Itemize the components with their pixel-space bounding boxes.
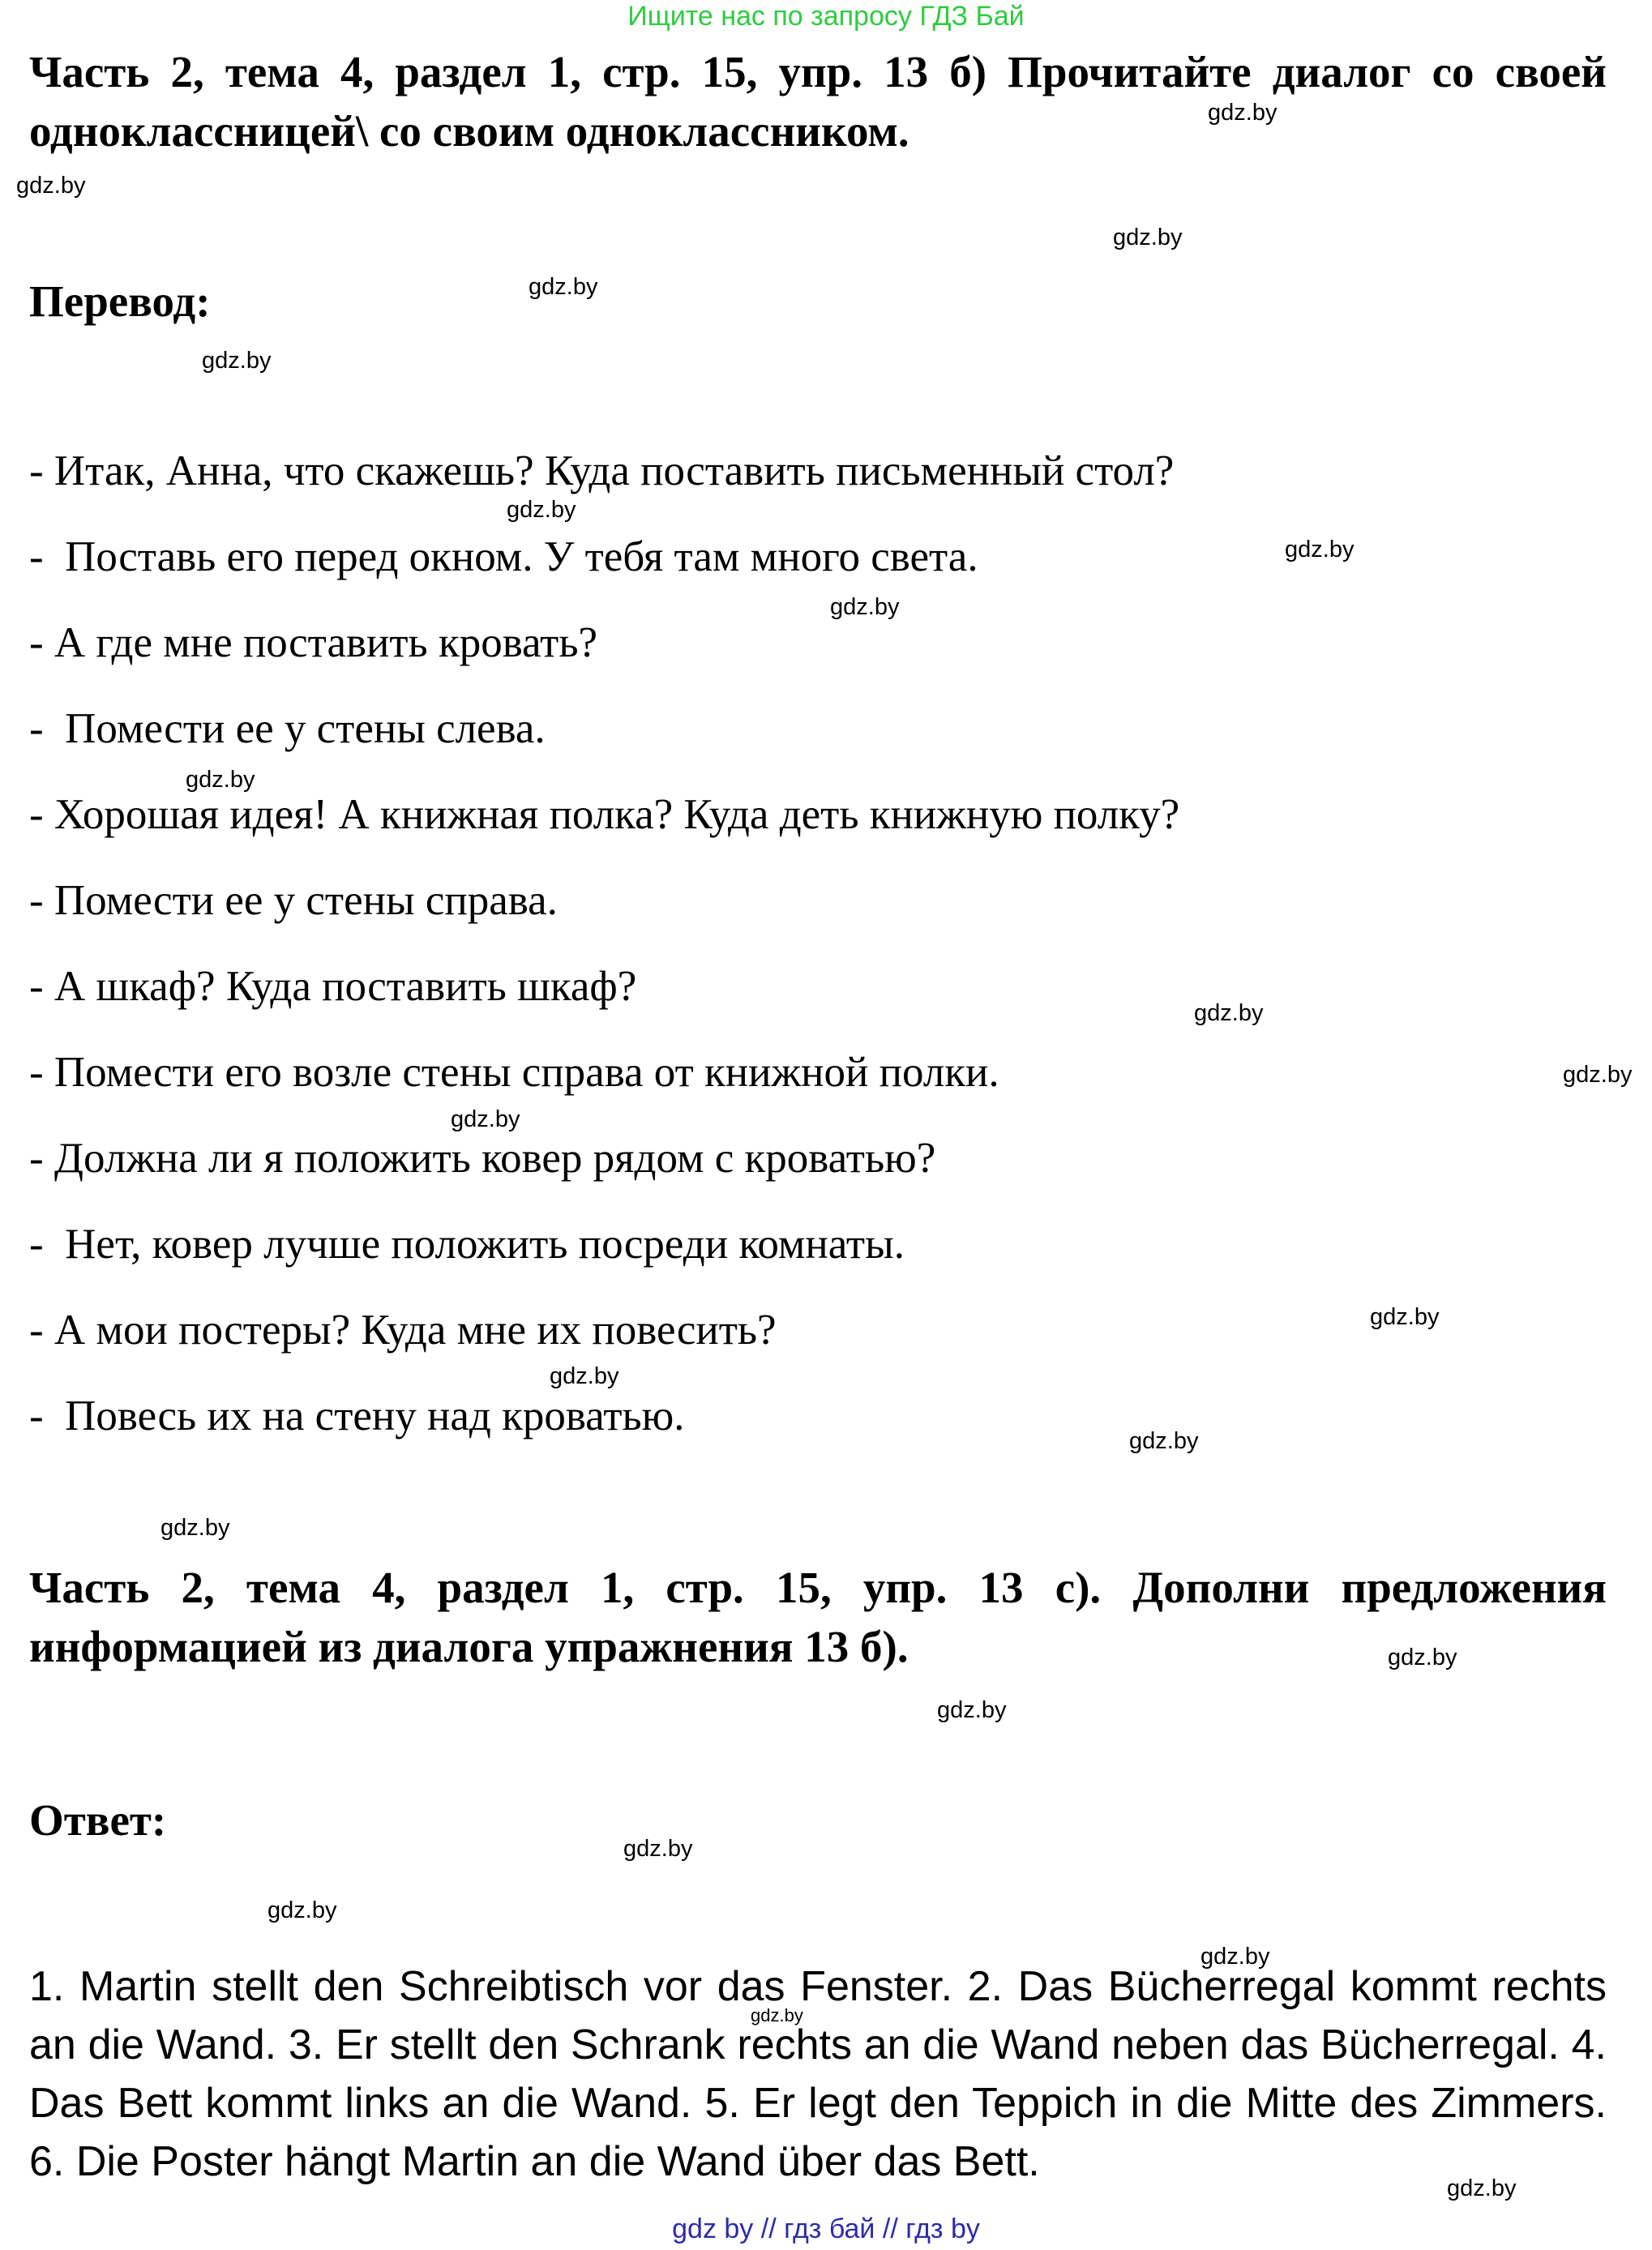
watermark: gdz.by [202, 348, 272, 374]
watermark: gdz.by [1370, 1304, 1440, 1330]
dialogue-line: - Нет, ковер лучше положить посреди комнаты. [29, 1221, 905, 1268]
answer-label: Ответ: [29, 1795, 167, 1845]
watermark: gdz.by [1194, 1000, 1264, 1026]
watermark: gdz.by [550, 1363, 619, 1389]
dialogue-line: - Помести ее у стены слева. [29, 705, 546, 752]
watermark: gdz.by [1129, 1428, 1199, 1454]
dialogue-line: - А где мне поставить кровать? [29, 619, 598, 666]
watermark: gdz.by [451, 1106, 520, 1132]
dialogue-line: - Хорошая идея! А книжная полка? Куда деть книжную полку? [29, 791, 1180, 838]
exercise-heading-13b: Часть 2, тема 4, раздел 1, стр. 15, упр. 13 б) Прочитайте диалог со своей одноклассницей\ со своим одноклассником. [29, 47, 1607, 156]
watermark: gdz.by [160, 1515, 230, 1541]
translation-label: Перевод: [29, 276, 211, 326]
dialogue-line: - Повесь их на стену над кроватью. [29, 1392, 685, 1439]
watermark: gdz.by [1563, 1062, 1633, 1088]
watermark: gdz.by [186, 767, 255, 793]
exercise-heading-13c: Часть 2, тема 4, раздел 1, стр. 15, упр. 13 с). Дополни предложения информацией из диалога упражнения 13 б). [29, 1563, 1607, 1671]
watermark: gdz.by [529, 274, 598, 300]
dialogue-line: - А мои постеры? Куда мне их повесить? [29, 1307, 777, 1354]
watermark: gdz.by [623, 1836, 693, 1862]
watermark: gdz.by [830, 594, 900, 620]
footer-links: gdz by // гдз бай // гдз by [672, 2214, 980, 2244]
watermark: gdz.by [1200, 1944, 1270, 1970]
watermark: gdz.by [1113, 225, 1183, 250]
dialogue-line: - А шкаф? Куда поставить шкаф? [29, 963, 637, 1010]
watermark: gdz.by [1208, 100, 1278, 126]
watermark: gdz.by [937, 1697, 1007, 1723]
answer-text: 1. Martin stellt den Schreibtisch vor das Fenster. 2. Das Bücherregal kommt rechts an die Wand. 3. Er stellt den Schrank rechts an die Wand neben das Bücherregal. 4. Das Bett kommt links an die Wand. 5. Er legt den Teppich in die Mitte des Zimmers. 6. Die Poster hängt Martin an die Wand über das Bett. [29, 1963, 1607, 2185]
dialogue-line: - Итак, Анна, что скажешь? Куда поставить письменный стол? [29, 447, 1175, 494]
watermark: gdz.by [267, 1897, 337, 1923]
top-banner: Ищите нас по запросу ГДЗ Бай [627, 1, 1025, 32]
watermark: gdz.by [507, 497, 576, 523]
dialogue-line: - Поставь его перед окном. У тебя там много света. [29, 533, 978, 580]
dialogue-line: - Должна ли я положить ковер рядом с кроватью? [29, 1135, 936, 1182]
watermark: gdz.by [16, 173, 86, 199]
watermark: gdz.by [1388, 1645, 1457, 1670]
watermark: gdz.by [1447, 2175, 1517, 2201]
dialogue-line: - Помести ее у стены справа. [29, 877, 558, 924]
watermark: gdz.by [751, 2005, 803, 2025]
dialogue-line: - Помести его возле стены справа от книжной полки. [29, 1049, 999, 1096]
watermark: gdz.by [1285, 537, 1355, 562]
